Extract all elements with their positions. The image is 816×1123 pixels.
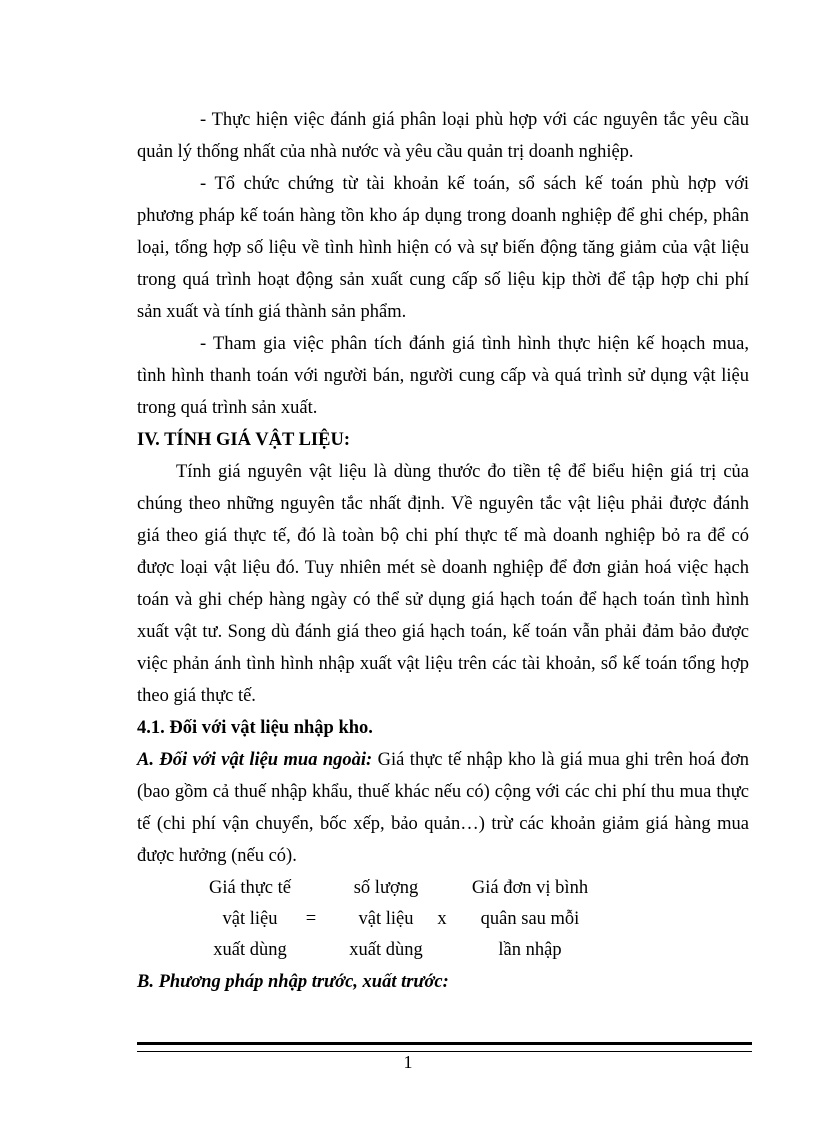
subsection-heading: 4.1. Đối với vật liệu nhập kho. bbox=[137, 718, 373, 738]
formula-col1-line3: xuất dùng bbox=[213, 940, 287, 960]
paragraph-line: - Tổ chức chứng từ tài khoản kế toán, sổ sách kế toán phù hợp với bbox=[200, 174, 749, 194]
section-heading-b: B. Phương pháp nhập trước, xuất trước: bbox=[137, 972, 449, 992]
formula-col3-line2: quân sau mỗi bbox=[480, 909, 580, 929]
paragraph-line: việc phản ánh tình hình nhập xuất vật liệu trên các tài khoản, sổ kế toán tổng hợp bbox=[137, 654, 749, 674]
formula-col3-line1: Giá đơn vị bình bbox=[471, 878, 589, 898]
formula-equals: = bbox=[305, 909, 317, 929]
paragraph-line: - Thực hiện việc đánh giá phân loại phù hợp với các nguyên tắc yêu cầu bbox=[200, 110, 749, 130]
paragraph-text: Giá thực tế nhập kho là giá mua ghi trên hoá đơn bbox=[372, 750, 749, 770]
paragraph-line: giá theo giá thực tế, đó là toàn bộ chi phí thực tế mà doanh nghiệp bỏ ra để có bbox=[137, 526, 749, 546]
formula-col1-line1: Giá thực tế bbox=[209, 878, 291, 898]
footer-divider bbox=[137, 1042, 752, 1052]
paragraph-line: tế (chi phí vận chuyển, bốc xếp, bảo quản…) trừ các khoản giảm giá hàng mua bbox=[137, 814, 749, 834]
heading-a: A. Đối với vật liệu mua ngoài: bbox=[137, 750, 373, 770]
formula-col3-line3: lần nhập bbox=[498, 940, 562, 960]
paragraph-line: toán và ghi chép hàng ngày có thể sử dụng giá hạch toán để hạch toán tình hình bbox=[137, 590, 749, 610]
paragraph-line: tình hình thanh toán với người bán, người cung cấp và quá trình sử dụng vật liệu bbox=[137, 366, 749, 386]
paragraph-line: chúng theo những nguyên tắc nhất định. Về nguyên tắc vật liệu phải được đánh bbox=[137, 494, 749, 514]
paragraph-line: quản lý thống nhất của nhà nước và yêu cầu quản trị doanh nghiệp. bbox=[137, 142, 634, 162]
paragraph-line: loại, tổng hợp số liệu về tình hình hiện có và sự biến động tăng giảm của vật liệu bbox=[137, 238, 749, 258]
paragraph-line-with-heading bbox=[137, 748, 749, 772]
paragraph-line: (bao gồm cả thuế nhập khẩu, thuế khác nếu có) cộng với các chi phí thu mua thực bbox=[137, 782, 749, 802]
formula-col2-line3: xuất dùng bbox=[349, 940, 423, 960]
section-heading: IV. TÍNH GIÁ VẬT LIỆU: bbox=[137, 430, 350, 450]
paragraph-line: được hưởng (nếu có). bbox=[137, 846, 297, 866]
formula-col2-line1: số lượng bbox=[353, 878, 419, 898]
paragraph-line: trong quá trình hoạt động sản xuất cung cấp số liệu kịp thời để tập hợp chi phí bbox=[137, 270, 749, 290]
paragraph-line: xuất vật tư. Song dù đánh giá theo giá hạch toán, kế toán vẫn phải đảm bảo được bbox=[137, 622, 749, 642]
paragraph-line: sản xuất và tính giá thành sản phẩm. bbox=[137, 302, 407, 322]
page-number: 1 bbox=[403, 1052, 413, 1072]
formula-col1-line2: vật liệu bbox=[222, 909, 278, 929]
paragraph-line: Tính giá nguyên vật liệu là dùng thước đo tiền tệ để biểu hiện giá trị của bbox=[176, 462, 749, 482]
paragraph-line: theo giá thực tế. bbox=[137, 686, 256, 706]
formula-times: x bbox=[437, 909, 447, 929]
paragraph-line: phương pháp kế toán hàng tồn kho áp dụng trong doanh nghiệp để ghi chép, phân bbox=[137, 206, 749, 226]
formula-col2-line2: vật liệu bbox=[358, 909, 414, 929]
paragraph-line: - Tham gia việc phân tích đánh giá tình hình thực hiện kế hoạch mua, bbox=[200, 334, 749, 354]
paragraph-line: trong quá trình sản xuất. bbox=[137, 398, 318, 418]
paragraph-line: được loại vật liệu đó. Tuy nhiên mét sè doanh nghiệp để đơn giản hoá việc hạch bbox=[137, 558, 749, 578]
